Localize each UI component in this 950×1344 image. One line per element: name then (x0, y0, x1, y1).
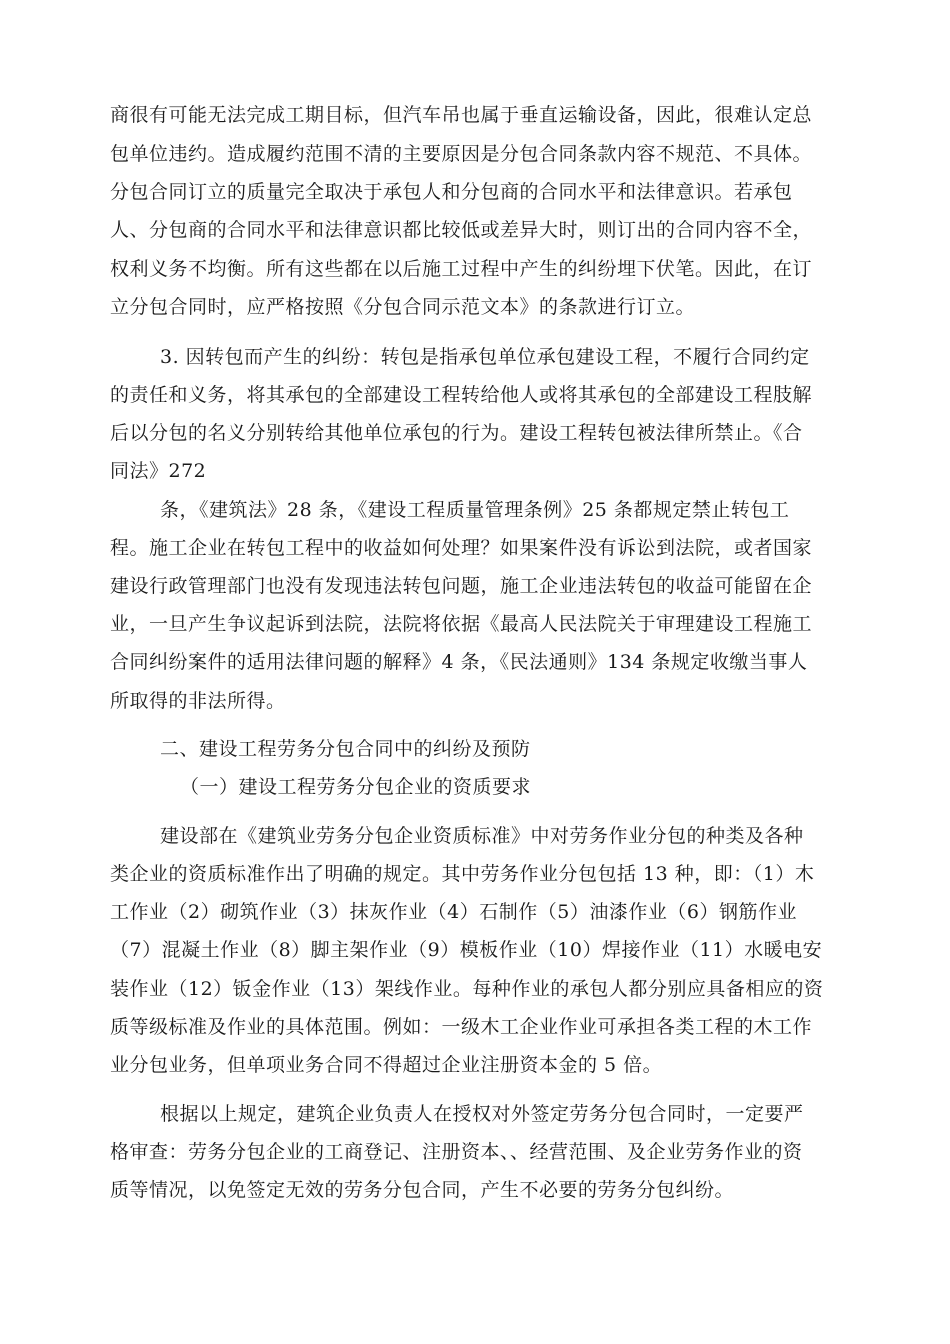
paragraph-start-line: 条，《建筑法》28 条，《建设工程质量管理条例》25 条都规定禁止转包工 (160, 499, 790, 521)
text-line: 程。施工企业在转包工程中的收益如何处理？如果案件没有诉讼到法院，或者国家 (110, 537, 813, 559)
text-line: 格审查：劳务分包企业的工商登记、注册资本、、经营范围、及企业劳务作业的资 (110, 1141, 803, 1163)
text-line: 业，一旦产生争议起诉到法院，法院将依据《最高人民法院关于审理建设工程施工 (110, 613, 813, 635)
text-line: 业分包业务，但单项业务合同不得超过企业注册资本金的 5 倍。 (110, 1054, 663, 1076)
text-line: 工作业（2）砌筑作业（3）抹灰作业（4）石制作（5）油漆作业（6）钢筋作业 (110, 901, 797, 923)
section-heading: 二、建设工程劳务分包合同中的纠纷及预防 (160, 738, 531, 760)
text-line: 同法》272 (110, 460, 207, 482)
paragraph-start-line: 3. 因转包而产生的纠纷：转包是指承包单位承包建设工程，不履行合同约定 (160, 346, 810, 368)
text-line: 分包合同订立的质量完全取决于承包人和分包商的合同水平和法律意识。若承包 (110, 181, 793, 203)
text-line: 类企业的资质标准作出了明确的规定。其中劳务作业分包包括 13 种，即：（1）木 (110, 863, 815, 885)
text-line: （7）混凝土作业（8）脚主架作业（9）模板作业（10）焊接作业（11）水暖电安 (110, 939, 823, 961)
text-line: 所取得的非法所得。 (110, 690, 286, 712)
text-line: 包单位违约。造成履约范围不清的主要原因是分包合同条款内容不规范、不具体。 (110, 143, 813, 165)
text-line: 人、分包商的合同水平和法律意识都比较低或差异大时，则订出的合同内容不全， (110, 219, 813, 241)
text-line: 质等级标准及作业的具体范围。例如：一级木工企业作业可承担各类工程的木工作 (110, 1016, 813, 1038)
text-line: 权利义务不均衡。所有这些都在以后施工过程中产生的纠纷埋下伏笔。因此，在订 (110, 258, 813, 280)
paragraph-start-line: 根据以上规定，建筑企业负责人在授权对外签定劳务分包合同时，一定要严 (160, 1103, 804, 1125)
text-line: 立分包合同时，应严格按照《分包合同示范文本》的条款进行订立。 (110, 296, 696, 318)
text-line: 建设行政管理部门也没有发现违法转包问题，施工企业违法转包的收益可能留在企 (110, 575, 813, 597)
text-line: 装作业（12）钣金作业（13）架线作业。每种作业的承包人都分别应具备相应的资 (110, 978, 824, 1000)
subsection-heading: （一）建设工程劳务分包企业的资质要求 (180, 776, 532, 798)
text-line: 合同纠纷案件的适用法律问题的解释》4 条，《民法通则》134 条规定收缴当事人 (110, 651, 808, 673)
paragraph-start-line: 建设部在《建筑业劳务分包企业资质标准》中对劳务作业分包的种类及各种 (160, 825, 804, 847)
text-line: 后以分包的名义分别转给其他单位承包的行为。建设工程转包被法律所禁止。《合 (110, 422, 803, 444)
text-line: 商很有可能无法完成工期目标，但汽车吊也属于垂直运输设备，因此，很难认定总 (110, 104, 813, 126)
text-line: 质等情况，以免签定无效的劳务分包合同，产生不必要的劳务分包纠纷。 (110, 1179, 735, 1201)
text-line: 的责任和义务，将其承包的全部建设工程转给他人或将其承包的全部建设工程肢解 (110, 384, 813, 406)
